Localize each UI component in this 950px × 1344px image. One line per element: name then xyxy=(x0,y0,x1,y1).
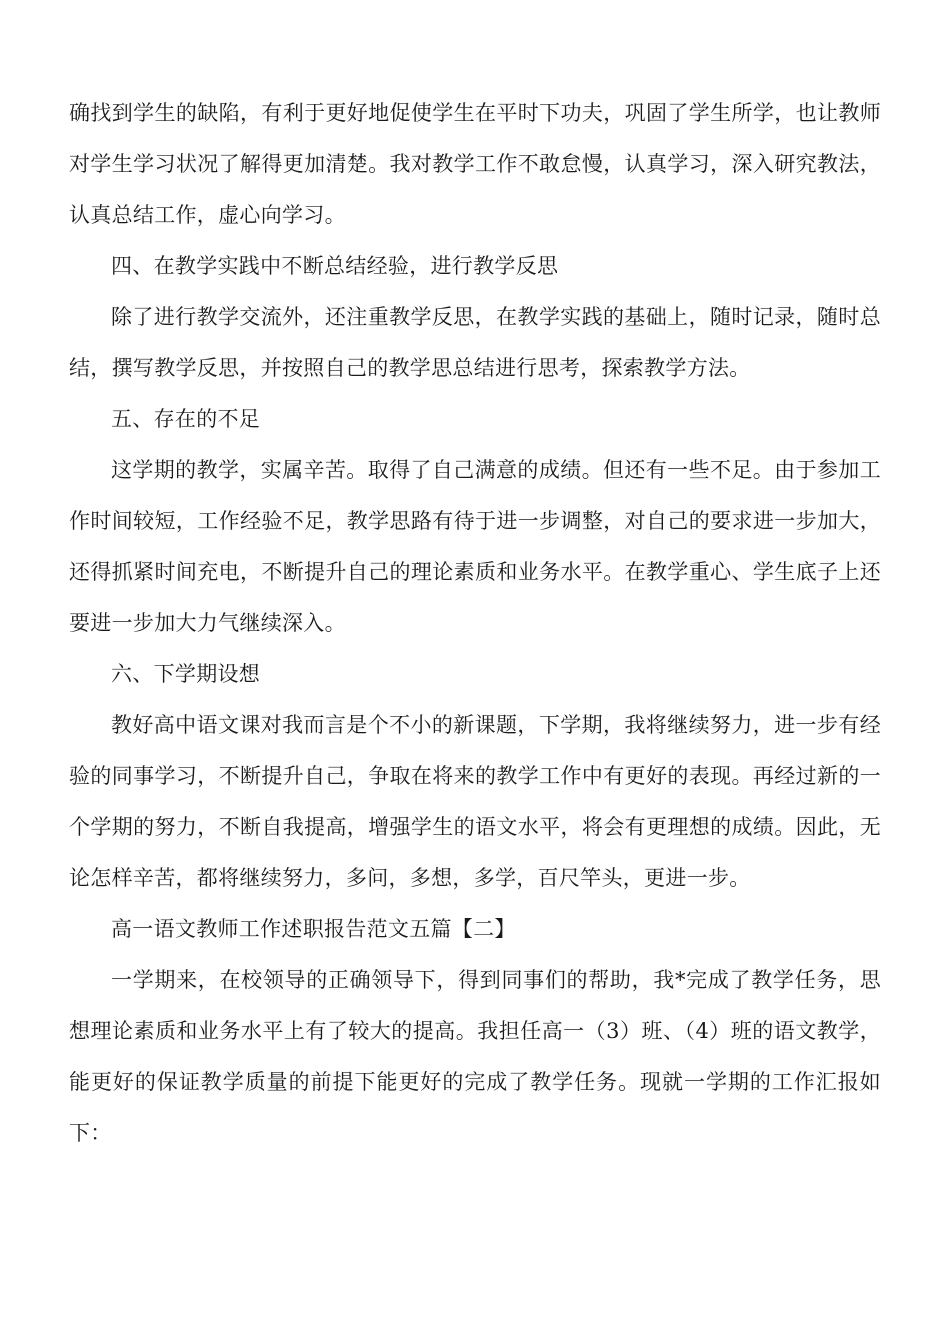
section-5-paragraph: 这学期的教学，实属辛苦。取得了自己满意的成绩。但还有一些不足。由于参加工作时间较短，工作经验不足，教学思路有待于进一步调整，对自己的要求进一步加大，还得抓紧时间充电，不断提升自己的理论素质和业务水平。在教学重心、学生底子上还要进一步加大力气继续深入。 xyxy=(69,458,881,635)
article-2-title: 高一语文教师工作述职报告范文五篇【二】 xyxy=(111,917,516,941)
section-6-heading: 六、下学期设想 xyxy=(111,662,261,686)
article-2-intro-paragraph: 一学期来，在校领导的正确领导下，得到同事们的帮助，我*完成了教学任务，思想理论素质和业务水平上有了较大的提高。我担任高一（3）班、（4）班的语文教学，能更好的保证教学质量的前提下能更好的完成了教学任务。现就一学期的工作汇报如下： xyxy=(69,968,881,1145)
continuation-paragraph: 确找到学生的缺陷，有利于更好地促使学生在平时下功夫，巩固了学生所学，也让教师对学生学习状况了解得更加清楚。我对教学工作不敢怠慢，认真学习，深入研究教法，认真总结工作，虚心向学习。 xyxy=(69,101,881,227)
document-page xyxy=(69,88,881,1159)
section-4-paragraph: 除了进行教学交流外，还注重教学反思，在教学实践的基础上，随时记录，随时总结，撰写教学反思，并按照自己的教学思总结进行思考，探索教学方法。 xyxy=(69,305,881,380)
section-4-heading: 四、在教学实践中不断总结经验，进行教学反思 xyxy=(111,254,559,278)
section-5-heading: 五、存在的不足 xyxy=(111,407,261,431)
section-6-paragraph: 教好高中语文课对我而言是个不小的新课题，下学期，我将继续努力，进一步有经验的同事学习，不断提升自己，争取在将来的教学工作中有更好的表现。再经过新的一个学期的努力，不断自我提高，增强学生的语文水平，将会有更理想的成绩。因此，无论怎样辛苦，都将继续努力，多问，多想，多学，百尺竿头，更进一步。 xyxy=(69,713,881,890)
